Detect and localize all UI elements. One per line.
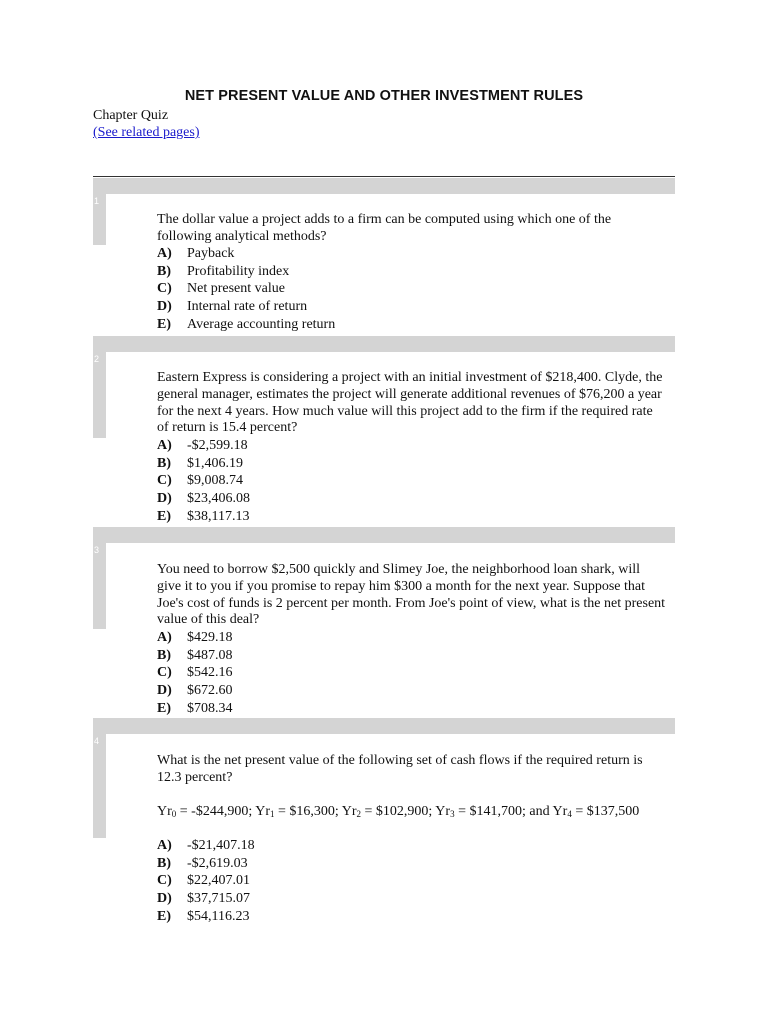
option-a[interactable]: A) $429.18: [157, 630, 233, 645]
answer-options: [157, 437, 250, 525]
question-text: You need to borrow $2,500 quickly and Slimey Joe, the neighborhood loan shark, will give it to you if you promise to repay him $300 a month for the next year. Suppose that Joe's cost of funds is 2 percent per month. From Joe's point of view, what is the net present value of this deal?: [157, 562, 666, 628]
option-a[interactable]: A) Payback: [157, 246, 235, 261]
page-title: NET PRESENT VALUE AND OTHER INVESTMENT RULES: [184, 88, 584, 104]
option-d[interactable]: D) Internal rate of return: [157, 299, 308, 315]
option-a[interactable]: A) -$2,599.18: [157, 438, 248, 453]
answer-options: [157, 837, 255, 925]
question-side-bar: [93, 352, 106, 438]
option-d[interactable]: D) $23,406.08: [157, 491, 250, 507]
question-number: 2: [94, 354, 100, 364]
question-header-band: [93, 718, 675, 734]
option-d[interactable]: D) $37,715.07: [157, 891, 250, 907]
question-header-band: [93, 527, 675, 543]
question-header-band: [93, 178, 675, 194]
option-c[interactable]: C) $22,407.01: [157, 873, 250, 889]
option-b[interactable]: B) $1,406.19: [157, 455, 243, 471]
option-c[interactable]: C) Net present value: [157, 281, 285, 297]
top-divider: [93, 176, 675, 177]
option-c[interactable]: C) $542.16: [157, 665, 233, 681]
question-number: 4: [94, 736, 100, 746]
option-e[interactable]: E) $708.34: [157, 700, 233, 716]
answer-options: [157, 629, 233, 717]
chapter-quiz-label: Chapter Quiz: [93, 108, 169, 123]
see-related-pages-link[interactable]: (See related pages): [93, 125, 200, 140]
option-a[interactable]: A) -$21,407.18: [157, 838, 255, 853]
question-text: What is the net present value of the following set of cash flows if the required return is 12.3 percent? $Yr_0$ = -$244,900; $Yr_1$ = $16,300; $Yr_2$ = $102,900; $Yr_3$ = $141,700; and $Yr_4$ = $137,500: [157, 753, 667, 820]
answer-options: [157, 245, 335, 333]
question-side-bar: [93, 734, 106, 838]
option-b[interactable]: B) -$2,619.03: [157, 855, 248, 871]
question-side-bar: [93, 543, 106, 629]
question-header-band: [93, 336, 675, 352]
cash-flow-list: $Yr_0$ = -$244,900; $Yr_1$ = $16,300; $Yr_2$ = $102,900; $Yr_3$ = $141,700; and $Yr_4$ = $137,500: [157, 803, 640, 819]
option-b[interactable]: B) $487.08: [157, 647, 233, 663]
option-e[interactable]: E) $54,116.23: [157, 908, 250, 924]
option-b[interactable]: B) Profitability index: [157, 263, 290, 279]
option-c[interactable]: C) $9,008.74: [157, 473, 243, 489]
question-number: 1: [94, 196, 100, 206]
option-e[interactable]: E) Average accounting return: [157, 316, 336, 332]
option-d[interactable]: D) $672.60: [157, 683, 233, 699]
option-e[interactable]: E) $38,117.13: [157, 508, 250, 524]
question-text: The dollar value a project adds to a firm can be computed using which one of the following analytical methods?: [157, 212, 612, 244]
question-number: 3: [94, 545, 100, 555]
question-text: Eastern Express is considering a project with an initial investment of $218,400. Clyde, the general manager, estimates the project will generate additional revenues of $76,200 a year for the next 4 years. How much value will this project add to the firm if the required rate of return is 15.4 percent?: [157, 370, 663, 436]
